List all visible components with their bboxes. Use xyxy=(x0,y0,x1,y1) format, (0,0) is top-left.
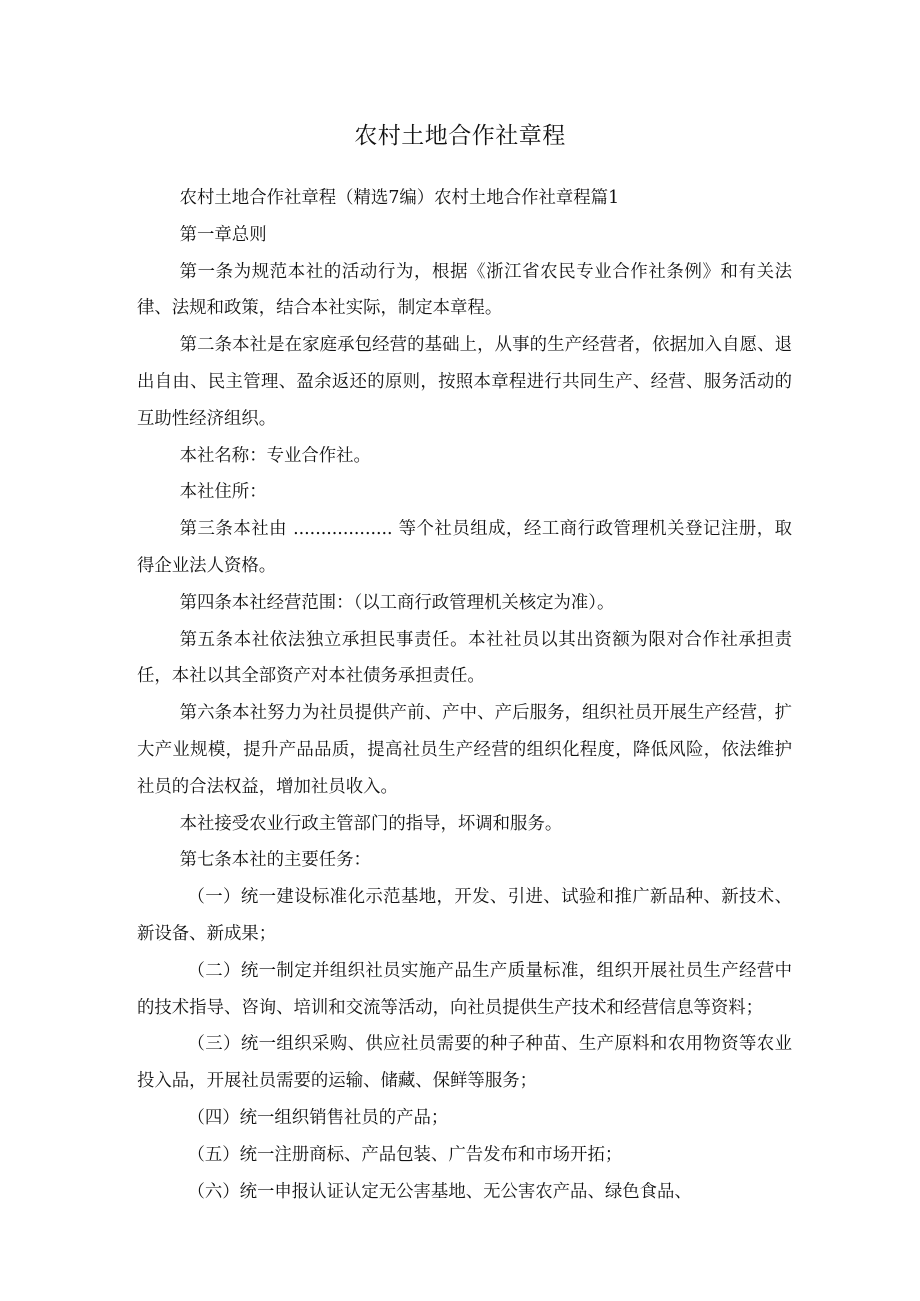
cooperative-name-line: 本社名称：专业合作社。 xyxy=(179,445,371,466)
task-item-4: （四）统一组织销售社员的产品； xyxy=(187,1107,449,1128)
cooperative-address-line: 本社住所： xyxy=(179,482,267,503)
chapter-heading: 第一章总则 xyxy=(179,224,267,245)
document-title: 农村土地合作社章程 xyxy=(354,123,566,149)
article-7-paragraph: 第七条本社的主要任务： xyxy=(179,850,371,871)
task-item-3: （三）统一组织采购、供应社员需要的种子种苗、生产原料和农用物资等农业投入品，开展社员需要的运输、储藏、保鲜等服务； xyxy=(137,1034,792,1092)
article-2-paragraph: 第二条本社是在家庭承包经营的基础上，从事的生产经营者，依据加入自愿、退出自由、民主管理、盈余返还的原则，按照本章程进行共同生产、经营、服务活动的互助性经济组织。 xyxy=(137,335,792,429)
article-4-paragraph: 第四条本社经营范围：（以工商行政管理机关核定为准）。 xyxy=(179,592,615,613)
task-item-6: （六）统一申报认证认定无公害基地、无公害农产品、绿色食品、 xyxy=(187,1181,692,1202)
document-body xyxy=(137,180,792,1210)
article-5-paragraph: 第五条本社依法独立承担民事责任。本社社员以其出资额为限对合作社承担责任，本社以其全部资产对本社债务承担责任。 xyxy=(137,629,792,687)
article-3-paragraph: 第三条本社由 .................. 等个社员组成，经工商行政管理机关登记注册，取得企业法人资格。 xyxy=(137,519,792,576)
article-1-paragraph: 第一条为规范本社的活动行为，根据《浙江省农民专业合作社条例》和有关法律、法规和政策，结合本社实际，制定本章程。 xyxy=(137,261,792,319)
task-item-5: （五）统一注册商标、产品包装、广告发布和市场开拓； xyxy=(187,1144,623,1165)
intro-paragraph: 农村土地合作社章程（精选7编）农村土地合作社章程篇1 xyxy=(179,188,620,208)
task-item-1: （一）统一建设标准化示范基地，开发、引进、试验和推广新品种、新技术、新设备、新成果； xyxy=(137,887,792,944)
article-6-paragraph: 第六条本社努力为社员提供产前、产中、产后服务，组织社员开展生产经营，扩大产业规模，提升产品品质，提高社员生产经营的组织化程度，降低风险，依法维护社员的合法权益，增加社员收入。 xyxy=(137,703,792,797)
task-item-2: （二）统一制定并组织社员实施产品生产质量标准，组织开展社员生产经营中的技术指导、咨询、培训和交流等活动，向社员提供生产技术和经营信息等资料； xyxy=(137,960,792,1018)
guidance-paragraph: 本社接受农业行政主管部门的指导，坏调和服务。 xyxy=(179,813,563,834)
